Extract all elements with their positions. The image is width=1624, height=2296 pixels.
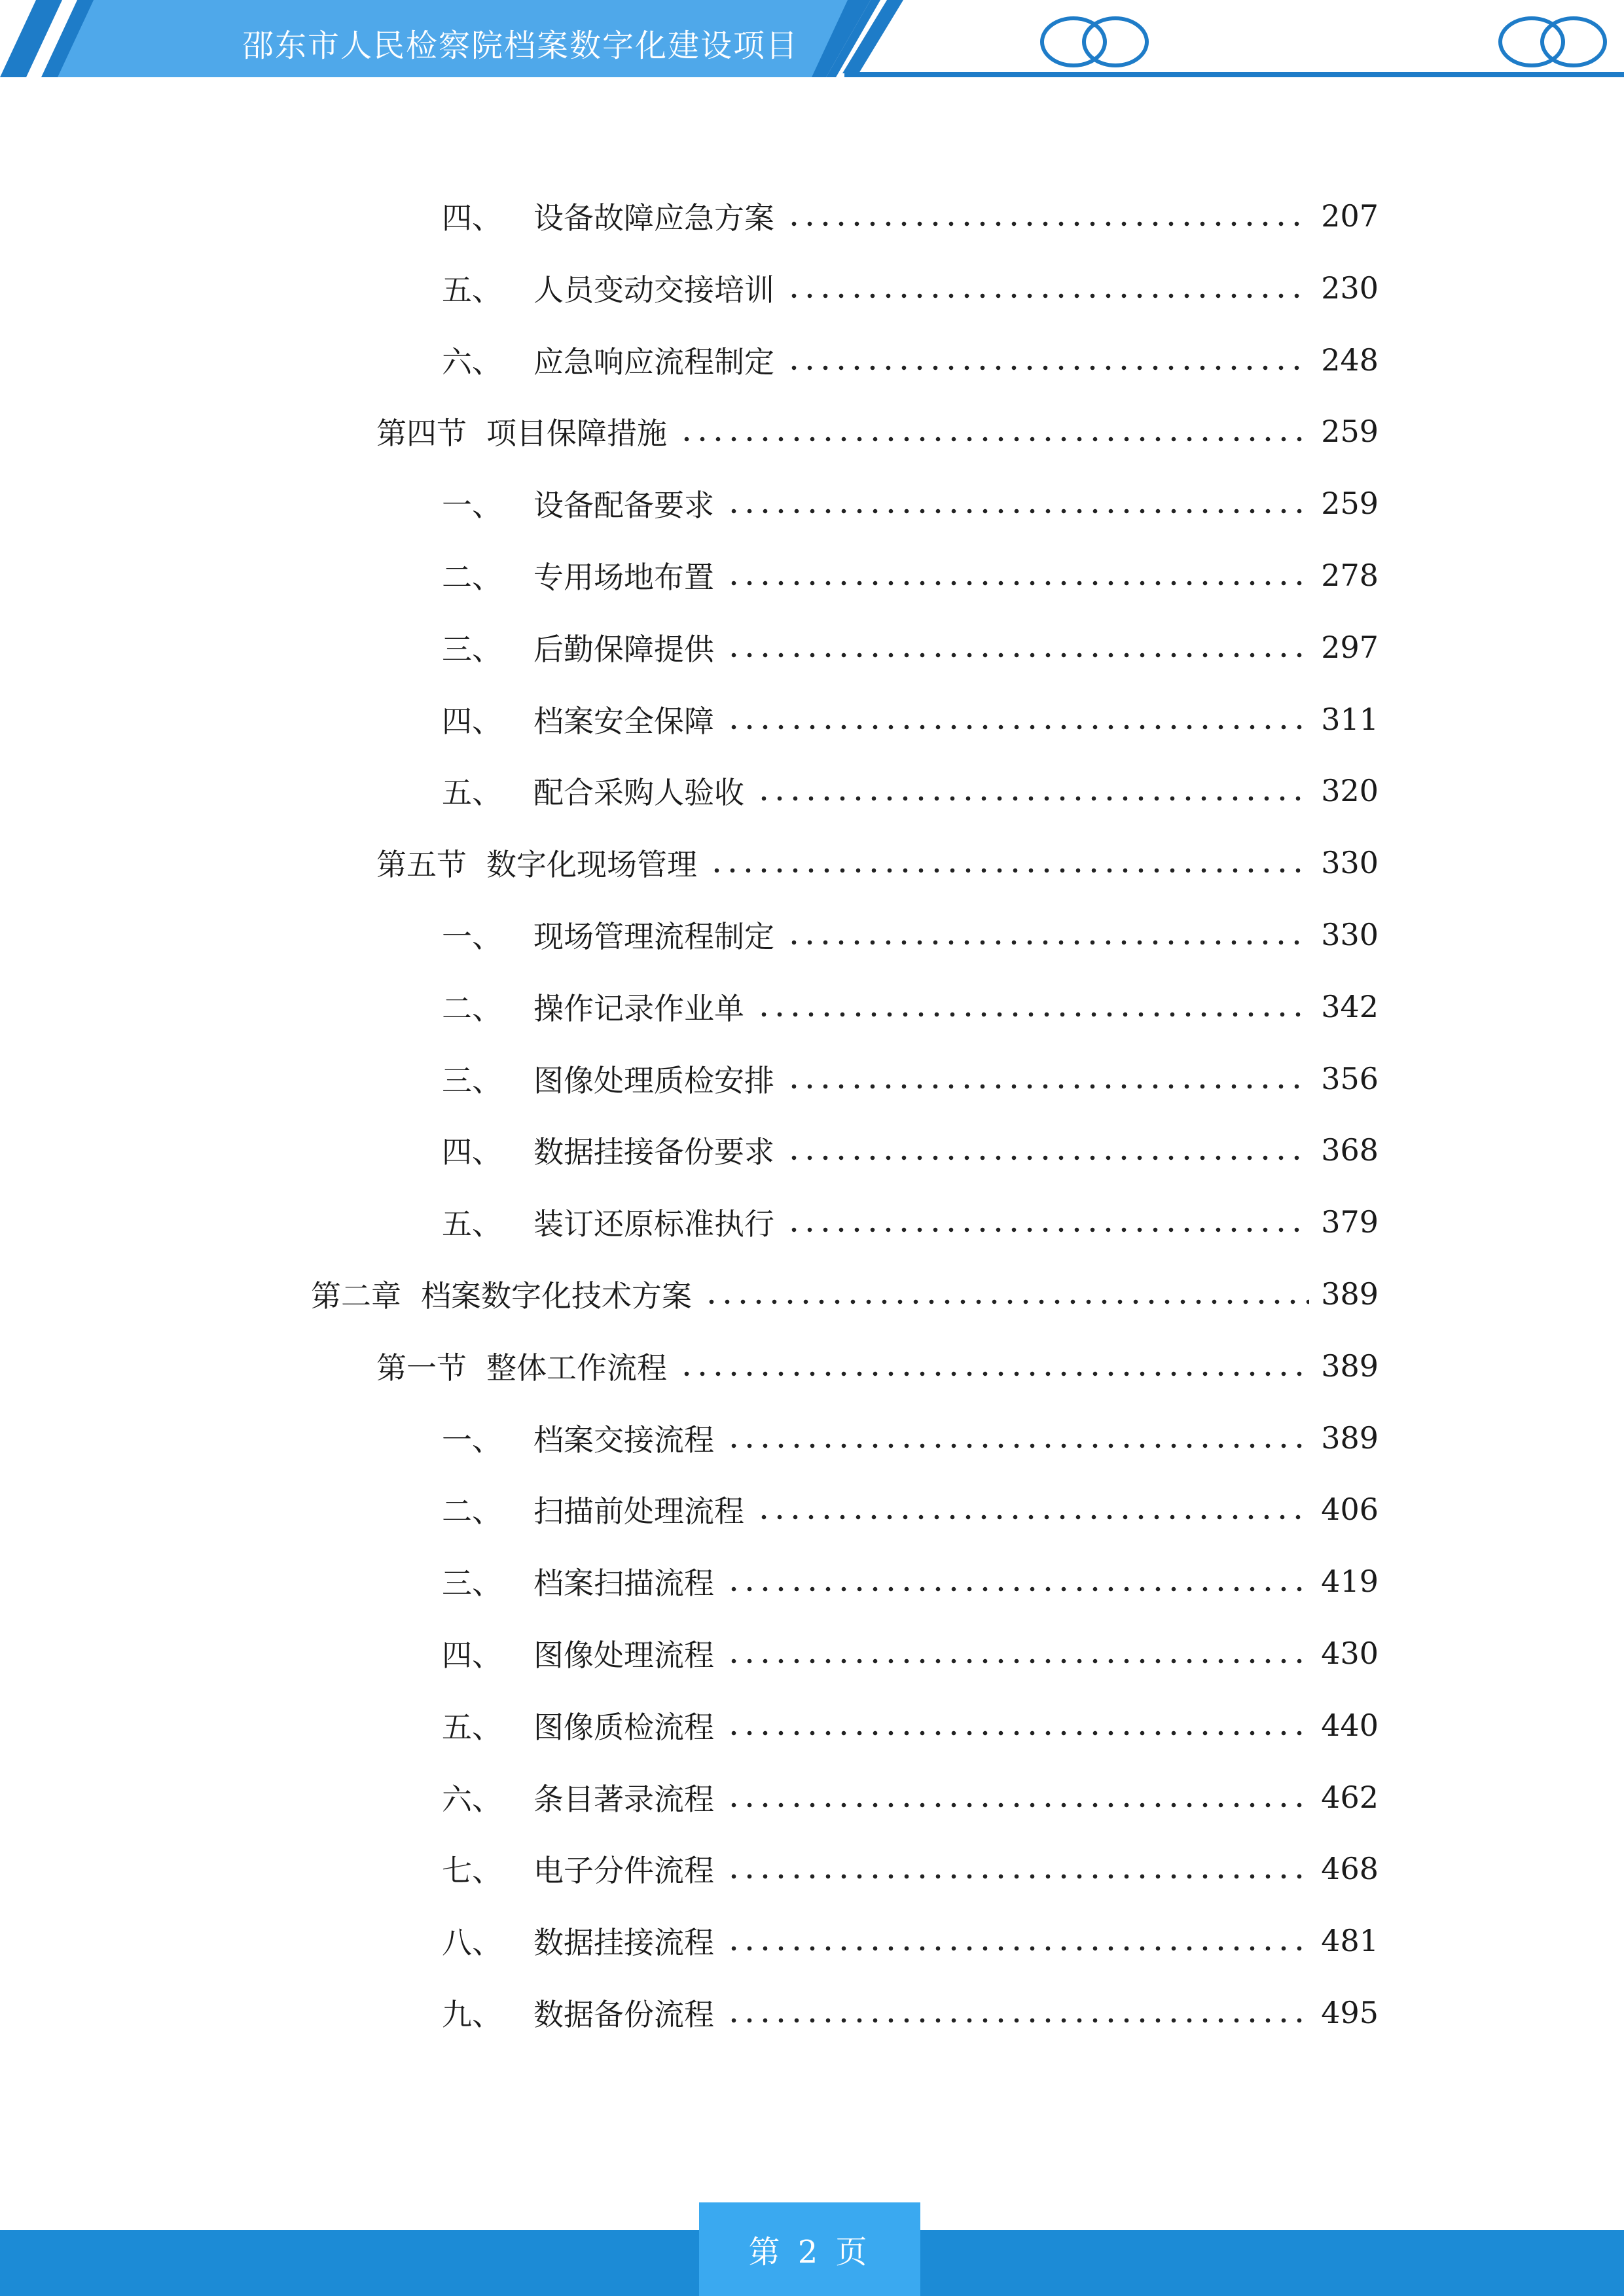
toc-entry-title: 设备故障应急方案 [533,200,774,236]
toc-entry-number: 一、 [442,1422,502,1458]
interlocking-rings-icon [1500,18,1605,65]
toc-entry-title: 图像处理流程 [533,1638,714,1673]
toc-entry[interactable] [442,693,1379,745]
toc-entry-title: 设备配备要求 [533,488,714,523]
toc-entry-number: 六、 [442,344,502,380]
toc-entry-page: 297 [1321,630,1379,665]
toc-entry-number: 三、 [442,1063,502,1098]
page-number: 第 2 页 [748,2234,871,2270]
toc-entry-page: 259 [1321,414,1379,449]
toc-entry-number: 四、 [442,1134,502,1170]
toc-dot-leader [726,1443,1309,1449]
toc-entry[interactable] [442,1986,1379,2039]
toc-entry-page: 389 [1321,1420,1379,1456]
toc-dot-leader [786,293,1309,299]
toc-entry-title: 档案交接流程 [533,1422,714,1458]
toc-entry-title: 装订还原标准执行 [533,1206,774,1242]
toc-dot-leader [726,652,1309,658]
toc-entry[interactable] [442,764,1379,817]
toc-entry-number: 一、 [442,488,502,523]
toc-dot-leader [786,365,1309,371]
toc-entry[interactable] [442,1483,1379,1535]
toc-entry[interactable] [442,1052,1379,1105]
toc-entry-number: 五、 [442,1206,502,1242]
toc-dot-leader [726,724,1309,730]
toc-entry-page: 462 [1321,1780,1379,1815]
toc-entry-title: 电子分件流程 [533,1853,714,1888]
toc-entry-number: 二、 [442,991,502,1026]
toc-entry-number: 二、 [442,1494,502,1529]
toc-entry-title: 专用场地布置 [533,560,714,595]
footer-page-box [699,2202,920,2296]
interlocking-rings-icon [1042,18,1147,65]
toc-dot-leader [786,1083,1309,1090]
toc-entry-page: 379 [1321,1204,1379,1240]
toc-entry-number: 五、 [442,272,502,308]
toc-dot-leader [756,1514,1309,1520]
toc-entry[interactable] [442,1124,1379,1176]
toc-entry-title: 现场管理流程制定 [533,919,774,954]
toc-entry[interactable] [442,190,1379,242]
toc-entry-title: 应急响应流程制定 [533,344,774,380]
toc-entry-title: 后勤保障提供 [533,632,714,667]
toc-entry-page: 419 [1321,1564,1379,1599]
toc-entry-title: 扫描前处理流程 [533,1494,744,1529]
toc-entry-number: 第五节 [376,847,467,882]
toc-dot-leader [786,221,1309,227]
toc-entry-page: 389 [1321,1276,1379,1312]
toc-entry-page: 278 [1321,558,1379,593]
toc-entry-number: 四、 [442,1638,502,1673]
toc-entry-title: 条目著录流程 [533,1782,714,1817]
toc-dot-leader [726,1945,1309,1952]
toc-entry-page: 406 [1321,1492,1379,1527]
toc-entry-title: 数据备份流程 [533,1997,714,2032]
toc-entry-title: 配合采购人验收 [533,775,744,810]
toc-entry-page: 330 [1321,845,1379,880]
toc-entry-page: 248 [1321,342,1379,378]
toc-entry-title: 操作记录作业单 [533,991,744,1026]
toc-dot-leader [756,795,1309,802]
toc-dot-leader [679,436,1309,442]
toc-dot-leader [726,1730,1309,1736]
toc-entry-page: 440 [1321,1708,1379,1743]
toc-entry[interactable] [442,1771,1379,1823]
toc-entry-number: 一、 [442,919,502,954]
toc-entry-title: 整体工作流程 [486,1350,667,1386]
toc-dot-leader [726,1658,1309,1664]
toc-entry-number: 五、 [442,775,502,810]
toc-entry[interactable] [442,549,1379,601]
toc-entry-page: 495 [1321,1995,1379,2030]
toc-entry-number: 六、 [442,1782,502,1817]
toc-dot-leader [726,2017,1309,2024]
toc-dot-leader [786,1227,1309,1233]
toc-entry-title: 人员变动交接培训 [533,272,774,308]
toc-entry-page: 481 [1321,1923,1379,1958]
toc-entry-page: 320 [1321,773,1379,808]
toc-entry[interactable] [376,405,1379,457]
toc-entry[interactable] [311,1268,1379,1320]
page-footer [0,2202,1624,2296]
toc-entry-page: 311 [1321,702,1379,737]
toc-entry[interactable] [442,980,1379,1033]
toc-entry-title: 数据挂接备份要求 [533,1134,774,1170]
toc-entry-number: 二、 [442,560,502,595]
toc-dot-leader [786,1155,1309,1161]
toc-dot-leader [726,580,1309,586]
toc-entry-page: 368 [1321,1132,1379,1168]
toc-dot-leader [726,1586,1309,1592]
toc-entry[interactable] [442,1555,1379,1607]
toc-entry[interactable] [442,908,1379,961]
toc-entry-page: 356 [1321,1061,1379,1096]
toc-entry-number: 五、 [442,1710,502,1745]
toc-entry[interactable] [376,836,1379,889]
toc-entry-page: 468 [1321,1851,1379,1886]
toc-dot-leader [704,1299,1309,1305]
toc-entry-number: 三、 [442,632,502,667]
toc-entry-number: 九、 [442,1997,502,2032]
toc-entry-number: 第二章 [311,1278,401,1314]
toc-entry-page: 230 [1321,270,1379,306]
toc-entry-number: 四、 [442,704,502,739]
toc-entry-title: 档案扫描流程 [533,1566,714,1601]
toc-entry-number: 七、 [442,1853,502,1888]
toc-entry-number: 三、 [442,1566,502,1601]
toc-dot-leader [756,1011,1309,1018]
toc-dot-leader [786,939,1309,946]
toc-entry-title: 数据挂接流程 [533,1925,714,1960]
toc-entry-title: 项目保障措施 [486,416,667,451]
toc-entry[interactable] [442,621,1379,673]
toc-entry[interactable] [442,1699,1379,1751]
toc-dot-leader [726,1873,1309,1880]
toc-entry-number: 第四节 [376,416,467,451]
toc-entry-page: 330 [1321,917,1379,952]
toc-entry-page: 342 [1321,989,1379,1024]
toc-dot-leader [679,1371,1309,1377]
toc-entry-title: 图像处理质检安排 [533,1063,774,1098]
toc-entry-number: 八、 [442,1925,502,1960]
toc-dot-leader [726,1802,1309,1808]
toc-dot-leader [726,508,1309,514]
toc-entry-title: 图像质检流程 [533,1710,714,1745]
toc-entry-title: 档案数字化技术方案 [421,1278,692,1314]
toc-entry-title: 数字化现场管理 [486,847,697,882]
toc-entry[interactable] [442,1914,1379,1967]
toc-entry-page: 389 [1321,1348,1379,1384]
toc-entry[interactable] [442,334,1379,386]
toc-entry[interactable] [442,1627,1379,1679]
toc-entry[interactable] [442,262,1379,314]
header-title: 邵东市人民检察院档案数字化建设项目 [242,27,799,64]
toc-entry[interactable] [442,1196,1379,1248]
toc-entry[interactable] [442,477,1379,529]
toc-entry-page: 430 [1321,1636,1379,1671]
toc-entry[interactable] [376,1340,1379,1392]
toc-entry-number: 四、 [442,200,502,236]
toc-entry-title: 档案安全保障 [533,704,714,739]
toc-entry[interactable] [442,1412,1379,1464]
toc-dot-leader [709,867,1309,874]
toc-entry-page: 207 [1321,198,1379,234]
toc-entry[interactable] [442,1842,1379,1895]
toc-entry-page: 259 [1321,486,1379,521]
page-header [0,0,1624,92]
toc-entry-number: 第一节 [376,1350,467,1386]
